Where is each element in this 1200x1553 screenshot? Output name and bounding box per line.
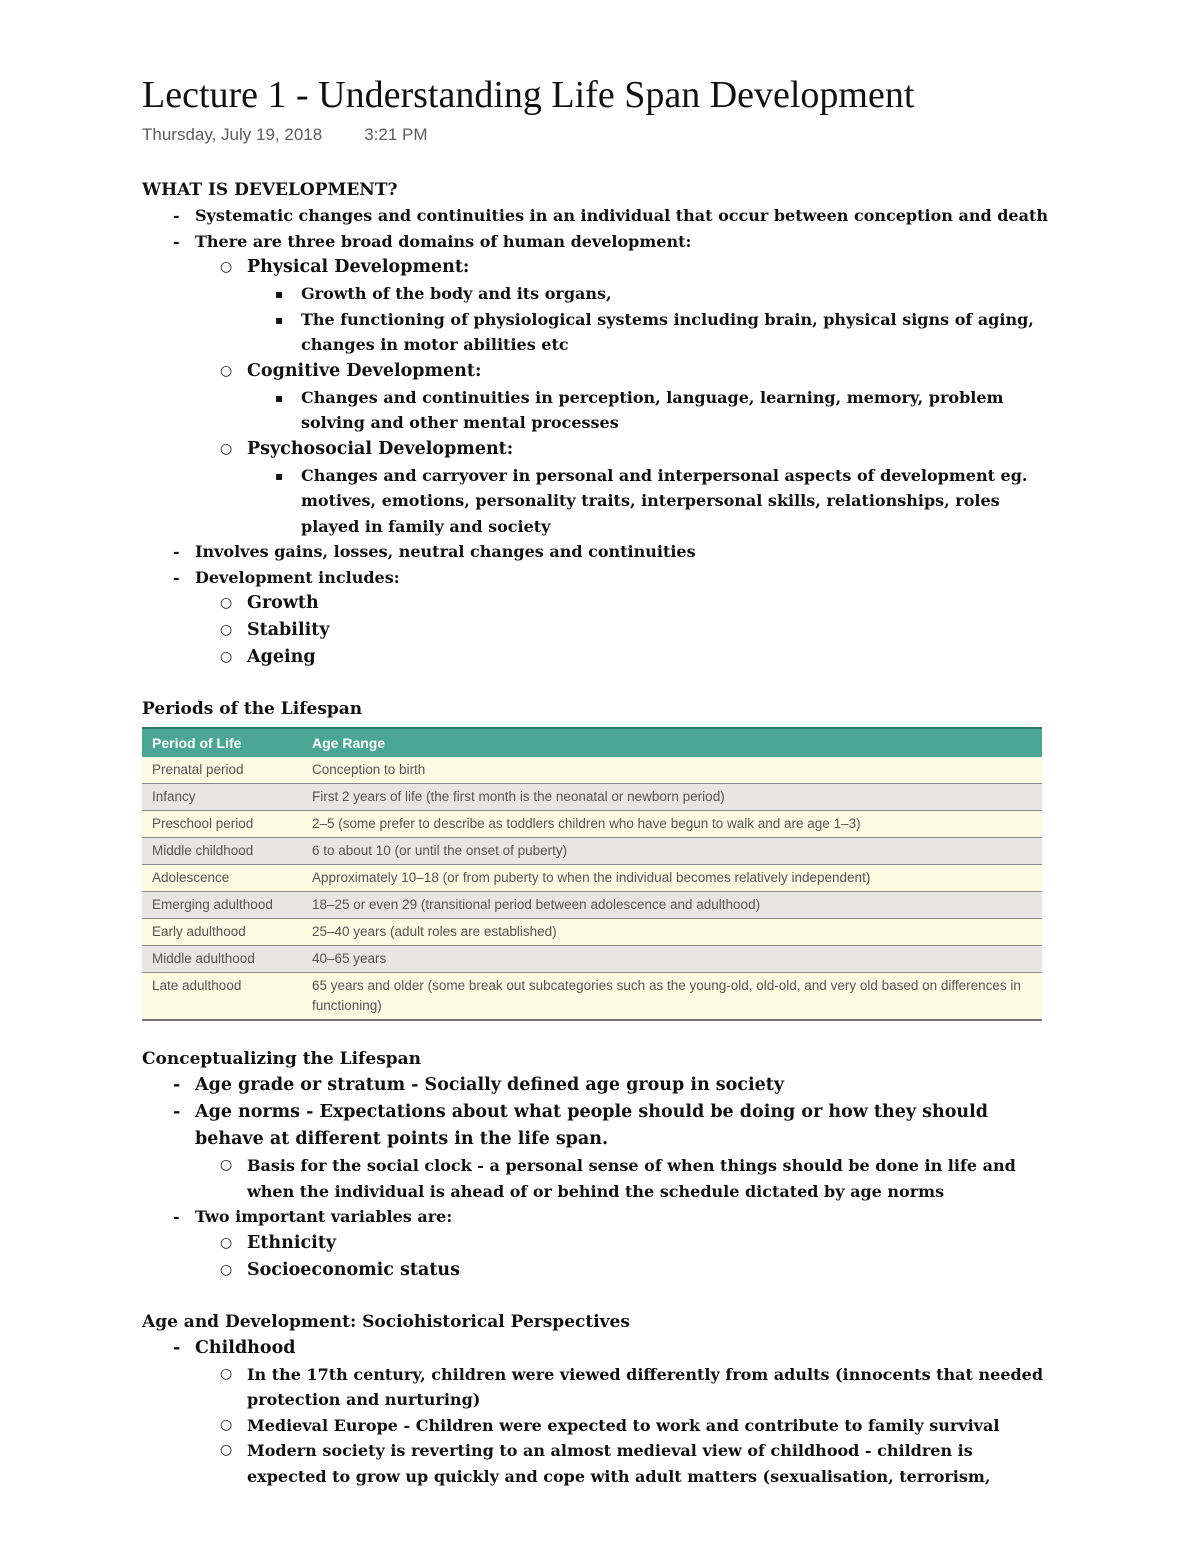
table-row [142, 919, 1042, 946]
note-body [142, 177, 1052, 1489]
section-heading: Periods of the Lifespan [142, 699, 363, 719]
table-cell: 40–65 years [302, 946, 1042, 973]
table-cell: 6 to about 10 (or until the onset of puberty) [302, 838, 1042, 865]
dash-bullet: - [173, 1337, 181, 1358]
table-row [142, 865, 1042, 892]
square-bullet: ▪ [275, 468, 284, 483]
list-item: - Age grade or stratum - Socially defined age group in society [142, 1072, 1052, 1099]
table-cell: Approximately 10–18 (or from puberty to when the individual becomes relatively independent) [302, 865, 1042, 892]
section-heading: Age and Development: Sociohistorical Perspectives [142, 1311, 630, 1332]
circle-bullet: ○ [220, 595, 233, 611]
list-item: ○ Modern society is reverting to an almost medieval view of childhood - children is expected to grow up quickly and cope with adult matters (sexualisation, terrorism, [142, 1438, 1052, 1489]
table-cell: Conception to birth [302, 757, 1042, 784]
table-cell: First 2 years of life (the first month is the neonatal or newborn period) [302, 784, 1042, 811]
list-item: ○ Ethnicity [142, 1230, 1052, 1257]
table-cell: Infancy [142, 784, 302, 811]
list-item: ○ Medieval Europe - Children were expected to work and contribute to family survival [142, 1413, 1052, 1439]
square-bullet: ▪ [275, 390, 284, 405]
table-cell: Late adulthood [142, 973, 302, 1021]
dash-bullet: - [173, 206, 180, 225]
note-time: 3:21 PM [364, 125, 428, 144]
list-item: - Systematic changes and continuities in an individual that occur between conception and death [142, 203, 1052, 229]
table-cell: Middle adulthood [142, 946, 302, 973]
dash-bullet: - [173, 1075, 181, 1095]
circle-bullet: ○ [220, 1416, 233, 1433]
page-title: Lecture 1 - Understanding Life Span Development [142, 74, 915, 116]
list-item: ○ Cognitive Development: [142, 358, 1052, 385]
table-cell: Early adulthood [142, 919, 302, 946]
circle-bullet: ○ [220, 622, 233, 638]
table-cell: Adolescence [142, 865, 302, 892]
table-cell: 18–25 or even 29 (transitional period between adolescence and adulthood) [302, 892, 1042, 919]
circle-bullet: ○ [220, 1157, 233, 1173]
table-cell: 25–40 years (adult roles are established) [302, 919, 1042, 946]
table-cell: Emerging adulthood [142, 892, 302, 919]
section-heading: WHAT IS DEVELOPMENT? [142, 180, 398, 200]
list-item: ○ Basis for the social clock - a personal sense of when things should be done in life and when the individual is ahead of or behind the schedule dictated by age norms [142, 1153, 1052, 1204]
lifespan-table-container [142, 727, 1052, 1021]
circle-bullet: ○ [220, 440, 233, 457]
square-bullet: ▪ [275, 287, 284, 301]
list-item: ○ Psychosocial Development: [142, 436, 1052, 463]
circle-bullet: ○ [220, 362, 233, 379]
dash-bullet: - [173, 1102, 181, 1122]
list-item: ○ Growth [142, 590, 1052, 617]
list-item: ○ Stability [142, 617, 1052, 644]
table-cell: Preschool period [142, 811, 302, 838]
list-item: ○ Physical Development: [142, 254, 1052, 281]
list-item: - Development includes: [142, 565, 1052, 591]
list-item: - Childhood [142, 1335, 1052, 1362]
circle-bullet: ○ [220, 1234, 233, 1251]
circle-bullet: ○ [220, 1365, 233, 1382]
note-date: Thursday, July 19, 2018 [142, 125, 323, 144]
table-row [142, 973, 1042, 1021]
column-header: Period of Life [142, 728, 302, 757]
table-cell: Middle childhood [142, 838, 302, 865]
dash-bullet: - [173, 1207, 180, 1226]
circle-bullet: ○ [220, 1442, 233, 1458]
list-item: ▪ Changes and continuities in perception, language, learning, memory, problem solving and other mental processes [275, 387, 1004, 432]
square-bullet: ▪ [275, 312, 284, 327]
list-item: ○ In the 17th century, children were viewed differently from adults (innocents that needed protection and nurturing) [142, 1362, 1052, 1413]
table-row [142, 811, 1042, 838]
list-item: ○ Socioeconomic status [142, 1257, 1052, 1284]
list-item: - Age norms - Expectations about what people should be doing or how they should behave at different points in the life span. [142, 1099, 1052, 1153]
table-cell: 2–5 (some prefer to describe as toddlers children who have begun to walk and are age 1–3) [302, 811, 1042, 838]
table-cell: 65 years and older (some break out subcategories such as the young-old, old-old, and very old based on differences in functioning) [302, 973, 1042, 1021]
lifespan-table [142, 727, 1042, 1021]
circle-bullet: ○ [220, 259, 233, 275]
table-row [142, 892, 1042, 919]
list-item: ▪ Changes and carryover in personal and interpersonal aspects of development eg. motives, emotions, personality traits, interpersonal skills, relationships, roles played in family and society [275, 465, 1028, 536]
section-heading: Conceptualizing the Lifespan [142, 1049, 422, 1069]
list-item: ○ Ageing [142, 644, 1052, 671]
table-row [142, 946, 1042, 973]
circle-bullet: ○ [220, 1261, 233, 1278]
table-row [142, 838, 1042, 865]
column-header: Age Range [302, 728, 1042, 757]
table-cell: Prenatal period [142, 757, 302, 784]
note-timestamp [142, 122, 428, 148]
dash-bullet: - [173, 567, 180, 587]
dash-bullet: - [173, 231, 180, 251]
list-item: - There are three broad domains of human development: [142, 229, 1052, 255]
dash-bullet: - [173, 542, 180, 561]
table-row [142, 757, 1042, 784]
table-header-row [142, 728, 1042, 757]
list-item: - Involves gains, losses, neutral changes and continuities [142, 539, 1052, 565]
list-item: ▪ Growth of the body and its organs, [142, 281, 1052, 307]
table-row [142, 784, 1042, 811]
list-item: - Two important variables are: [142, 1204, 1052, 1230]
list-item: ▪ The functioning of physiological systems including brain, physical signs of aging, changes in motor abilities etc [275, 309, 1034, 354]
circle-bullet: ○ [220, 649, 233, 665]
